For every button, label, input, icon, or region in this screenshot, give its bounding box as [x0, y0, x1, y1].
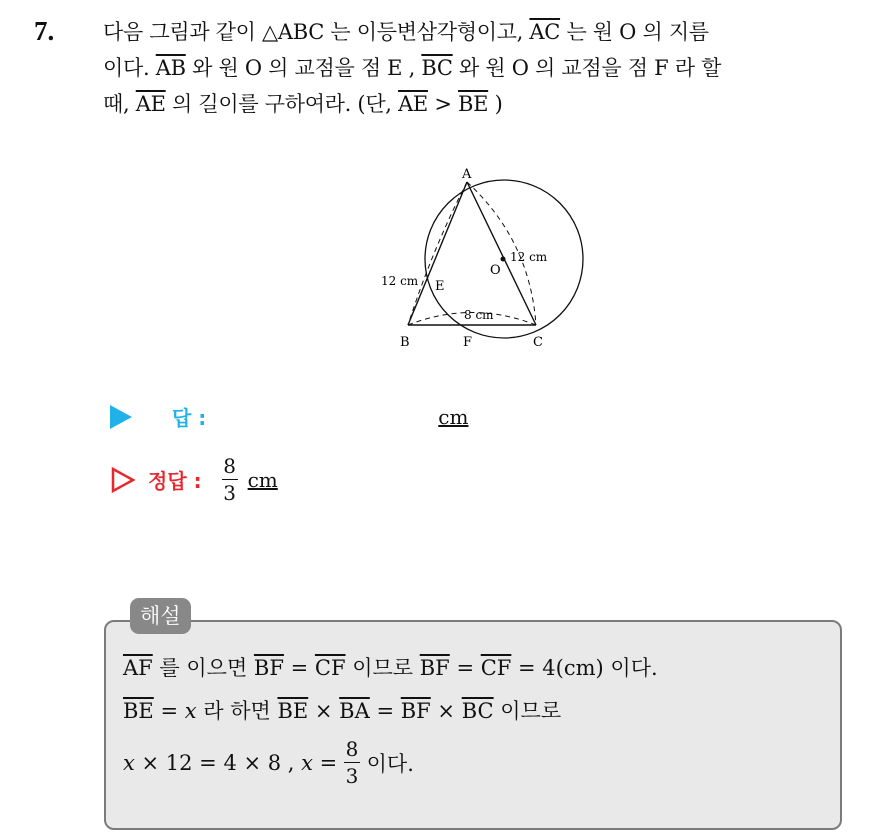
solution-text: 를 이으면 [152, 656, 254, 680]
label-12cm-left: 12 cm [381, 274, 419, 288]
problem-text-part: 는 원 O 의 지름 [560, 20, 709, 44]
correct-answer-row [110, 455, 278, 504]
center-o [501, 257, 506, 262]
problem-number: 7. [34, 16, 55, 46]
correct-answer-unit: cm [247, 467, 278, 492]
segment-bf: $\overline{BF}$ [419, 656, 450, 680]
fraction-bar [344, 762, 360, 763]
segment-be: $\overline{BE}$ [277, 699, 309, 723]
segment-ba: $\overline{BA}$ [339, 699, 370, 723]
segment-bc: $\overline{BC}$ [421, 56, 453, 80]
solution-text: = [313, 750, 344, 775]
label-b: B [400, 335, 410, 350]
segment-be: $\overline{BE}$ [123, 699, 154, 723]
fraction-denominator: 3 [223, 481, 236, 505]
problem-text-part: 때, [103, 92, 136, 116]
segment-be: $\overline{BE}$ [458, 92, 489, 116]
problem-text-part: 는 이등변삼각형이고, [324, 20, 530, 44]
solution-tag: 해설 [130, 598, 191, 634]
solution-text: = [369, 699, 401, 723]
solution-line-3 [123, 738, 414, 787]
triangle-abc: △ABC [262, 20, 325, 44]
label-e: E [435, 279, 445, 294]
solution-text: 이다. [359, 751, 414, 776]
segment-cf: $\overline{CF}$ [314, 656, 346, 680]
answer-unit: cm [438, 404, 469, 429]
label-f: F [463, 335, 473, 350]
variable-x: x [123, 750, 135, 775]
side-ab [408, 182, 467, 325]
solution-line-1 [123, 652, 658, 682]
segment-cf: $\overline{CF}$ [480, 656, 512, 680]
problem-text-part: 이다. [103, 56, 156, 80]
segment-bc: $\overline{BC}$ [461, 699, 494, 723]
answer-row [110, 402, 468, 431]
segment-ab: $\overline{AB}$ [155, 56, 186, 80]
solution-text: × [430, 699, 462, 723]
segment-bf: $\overline{BF}$ [400, 699, 431, 723]
solution-text: = [153, 699, 185, 723]
variable-x: x [301, 750, 313, 775]
play-filled-icon [110, 405, 132, 429]
label-a: A [462, 167, 472, 182]
segment-bf: $\overline{BF}$ [253, 656, 284, 680]
segment-ae: $\overline{AE}$ [398, 92, 428, 116]
solution-text: × [308, 699, 340, 723]
problem-text-part: > [427, 92, 459, 116]
solution-text: 이므로 [493, 699, 562, 723]
solution-text: 라 하면 [196, 699, 278, 723]
fraction-numerator: 8 [345, 737, 359, 761]
correct-answer-fraction [222, 455, 238, 504]
problem-text-part: 의 길이를 구하여라. (단, [165, 92, 399, 116]
solution-fraction [344, 738, 360, 787]
answer-label: 답 : [172, 406, 207, 430]
solution-text: = [283, 656, 315, 680]
solution-text: 이므로 [345, 656, 420, 680]
problem-text-part: ) [488, 92, 503, 116]
solution-line-2 [123, 695, 561, 725]
geometry-diagram [360, 160, 590, 360]
solution-text: × 12 = 4 × 8 , [134, 750, 302, 775]
play-outline-icon [110, 467, 136, 493]
problem-text-part: 와 원 O 의 교점을 점 F 라 할 [452, 56, 722, 80]
problem-text [103, 14, 873, 122]
problem-text-part: 다음 그림과 같이 [103, 20, 263, 44]
fraction-denominator: 3 [345, 764, 359, 788]
segment-ac: $\overline{AC}$ [529, 20, 561, 44]
segment-af: $\overline{AF}$ [123, 656, 153, 680]
label-c: C [533, 335, 543, 350]
label-8cm: 8 cm [464, 308, 494, 322]
geometry-figure [360, 160, 590, 364]
variable-x: x [184, 699, 197, 723]
fraction-numerator: 8 [223, 454, 236, 478]
solution-text: = 4(cm) 이다. [511, 656, 658, 680]
segment-ae: $\overline{AE}$ [135, 92, 166, 116]
problem-text-part: 와 원 O 의 교점을 점 E , [185, 56, 422, 80]
label-o: O [490, 263, 501, 278]
fraction-bar [222, 479, 238, 480]
label-12cm-right: 12 cm [510, 250, 548, 264]
solution-text: = [449, 656, 481, 680]
correct-answer-label: 정답 : [148, 469, 202, 493]
